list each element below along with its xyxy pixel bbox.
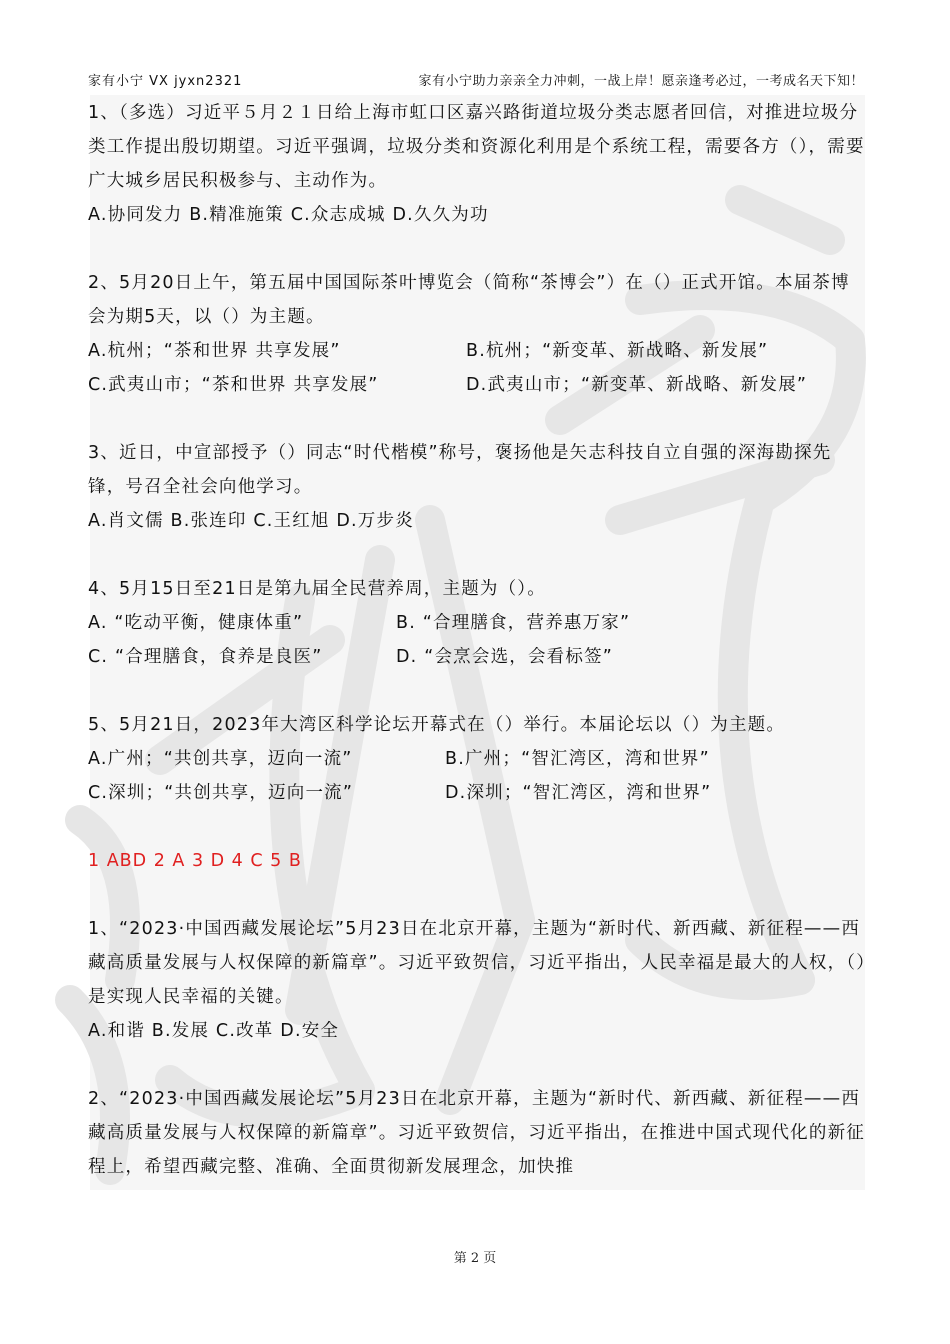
option: B.广州；“智汇湾区，湾和世界”	[445, 749, 710, 769]
option: D. “会烹会选，会看标签”	[396, 647, 614, 667]
question-options: A.肖文儒 B.张连印 C.王红旭 D.万步炎	[88, 511, 414, 531]
header-right-text: 家有小宁助力亲亲全力冲刺，一战上岸！愿亲逢考必过，一考成名天下知！	[418, 74, 864, 89]
question-options	[88, 334, 868, 402]
option: B. “合理膳食，营养惠万家”	[396, 613, 631, 633]
question-text: 1、“2023·中国西藏发展论坛”5月23日在北京开幕，主题为“新时代、新西藏、新征程——西藏高质量发展与人权保障的新篇章”。习近平致贺信，习近平指出，人民幸福是最大的人权，（）是实现人民幸福的关键。	[88, 919, 867, 1007]
answer-key: 1 ABD 2 A 3 D 4 C 5 B	[88, 851, 302, 871]
option: A.广州；“共创共享，迈向一流”	[88, 749, 353, 769]
option: C. “合理膳食，食养是良医”	[88, 647, 323, 667]
option: B.杭州；“新变革、新战略、新发展”	[466, 341, 769, 361]
question-text: 4、5月15日至21日是第九届全民营养周，主题为（）。	[88, 579, 546, 599]
question-text: 2、“2023·中国西藏发展论坛”5月23日在北京开幕，主题为“新时代、新西藏、新征程——西藏高质量发展与人权保障的新篇章”。习近平致贺信，习近平指出，在推进中国式现代化的新征程上，希望西藏完整、准确、全面贯彻新发展理念，加快推	[88, 1089, 865, 1177]
question-block	[88, 1082, 868, 1184]
question-block	[88, 96, 868, 232]
question-block	[88, 436, 868, 538]
option: C.深圳；“共创共享，迈向一流”	[88, 783, 354, 803]
question-options	[88, 742, 868, 810]
header-left-text: 家有小宁 VX jyxn2321	[88, 74, 243, 89]
option: D.武夷山市；“新变革、新战略、新发展”	[466, 375, 808, 395]
question-options: A.和谐 B.发展 C.改革 D.安全	[88, 1021, 340, 1041]
option: A. “吃动平衡，健康体重”	[88, 613, 304, 633]
document-body	[88, 96, 868, 1184]
option: D.深圳；“智汇湾区，湾和世界”	[445, 783, 712, 803]
option: A.杭州；“茶和世界 共享发展”	[88, 341, 341, 361]
question-block	[88, 266, 868, 402]
question-options: A.协同发力 B.精准施策 C.众志成城 D.久久为功	[88, 205, 489, 225]
page-header	[88, 66, 864, 92]
option: C.武夷山市；“茶和世界 共享发展”	[88, 375, 379, 395]
page-number: 第 2 页	[453, 1251, 497, 1266]
question-text: 3、近日，中宣部授予（）同志“时代楷模”称号，褒扬他是矢志科技自立自强的深海勘探先锋，号召全社会向他学习。	[88, 443, 832, 497]
question-text: 5、5月21日，2023年大湾区科学论坛开幕式在（）举行。本届论坛以（）为主题。	[88, 715, 786, 735]
question-block	[88, 572, 868, 674]
question-block	[88, 912, 868, 1048]
question-text: 2、5月20日上午，第五届中国国际茶叶博览会（简称“茶博会”）在（）正式开馆。本届茶博会为期5天，以（）为主题。	[88, 273, 850, 327]
question-block	[88, 708, 868, 810]
question-text: 1、（多选）习近平５月２１日给上海市虹口区嘉兴路街道垃圾分类志愿者回信，对推进垃圾分类工作提出殷切期望。习近平强调，垃圾分类和资源化利用是个系统工程，需要各方（），需要广大城乡居民积极参与、主动作为。	[88, 103, 865, 191]
question-options	[88, 606, 868, 674]
